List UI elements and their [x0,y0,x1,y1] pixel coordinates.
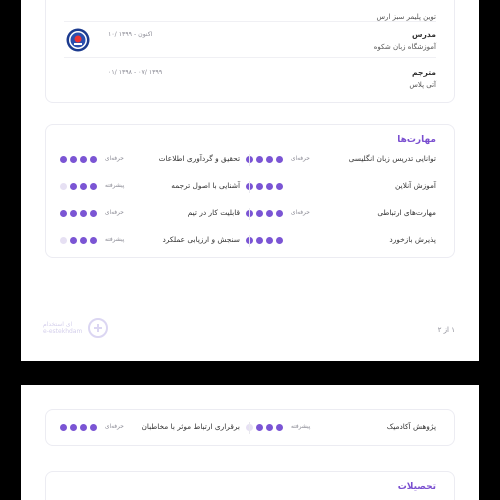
skill-name: قابلیت کار در تیم [187,208,240,217]
experience-card [45,0,455,103]
skill-level-dot [256,237,263,244]
skill-level: حرفه‌ای [291,156,310,162]
skill-level-dot [276,210,283,217]
skill-level-dot [266,424,273,431]
divider [64,21,436,22]
skill-level-dot [276,237,283,244]
divider [249,235,250,247]
skill-level-dot [276,424,283,431]
skill-level-dot [80,210,87,217]
skill-level-dot [60,210,67,217]
skill-level-dot [70,210,77,217]
skill-level: پیشرفته [105,183,125,189]
skill-dots [60,424,97,431]
skill-level-dot [266,237,273,244]
skill-item [246,181,436,193]
skill-item [246,154,436,166]
skill-level: حرفه‌ای [105,210,124,216]
skill-item [60,181,240,193]
skill-name: پژوهش آکادمیک [386,422,436,431]
section-title: مهارت‌ها [397,135,436,145]
skill-level-dot [60,156,67,163]
experience-title: مدرس [412,30,436,39]
experience-item [64,30,436,51]
skill-level-dot [256,183,263,190]
skill-level-dot [90,183,97,190]
skill-item [246,208,436,220]
skill-item [246,235,436,247]
skill-level-dot [60,424,67,431]
skill-level-dot [80,237,87,244]
divider [64,57,436,58]
skill-dots [246,237,283,244]
skills-card [45,124,455,258]
skill-level: حرفه‌ای [105,156,124,162]
brand-logo [43,318,108,338]
skill-level-dot [266,210,273,217]
experience-company: توین پلیمر سبز ارس [376,13,436,21]
skill-item [60,235,240,247]
experience-item [64,9,436,21]
brand-mark-icon [88,318,108,338]
skill-level: پیشرفته [291,424,311,430]
skill-level: حرفه‌ای [105,424,124,430]
skill-level-dot [256,156,263,163]
skill-dots [60,237,97,244]
skill-level-dot [70,156,77,163]
skill-item [246,422,436,434]
skill-level-dot [90,424,97,431]
brand-name-fa: ای استخدام [43,320,73,328]
skills-card-continued [45,409,455,446]
divider [249,154,250,166]
skill-name: آموزش آنلاین [395,181,436,190]
skill-level-dot [90,156,97,163]
page-number: ۱ از ۲ [437,326,455,334]
skill-level-dot [70,424,77,431]
skill-level-dot [70,183,77,190]
skill-name: مهارت‌های ارتباطی [377,208,436,217]
skill-dots [246,424,283,431]
experience-title: مترجم [412,68,436,77]
skill-dots [60,183,97,190]
skill-name: تحقیق و گردآوری اطلاعات [158,154,240,163]
skill-level-dot [60,183,67,190]
experience-company: آموزشگاه زبان شکوه [373,43,436,51]
skill-level-dot [266,156,273,163]
skill-dots [246,183,283,190]
skill-level-dot [276,156,283,163]
skill-dots [60,210,97,217]
experience-date: ۱۰/ ۱۳۹۹ - اکنون [108,31,153,38]
skill-item [60,208,240,220]
divider [249,208,250,220]
skill-dots [246,210,283,217]
skill-name: توانایی تدریس زبان انگلیسی [348,154,436,163]
skill-name: سنجش و ارزیابی عملکرد [162,235,240,244]
experience-company: آتی پلاس [409,81,436,89]
skill-name: برقراری ارتباط موثر با مخاطبان [141,422,240,431]
skill-level-dot [256,210,263,217]
skill-level: پیشرفته [105,237,125,243]
skill-level: حرفه‌ای [291,210,310,216]
divider [249,181,250,193]
skill-dots [246,156,283,163]
skill-level-dot [256,424,263,431]
skill-item [60,422,240,434]
skill-level-dot [276,183,283,190]
divider [249,422,250,434]
skill-level-dot [90,210,97,217]
experience-date: ۰۱/ ۱۳۹۸ - ۰۷/ ۱۳۹۹ [108,69,163,76]
skill-item [60,154,240,166]
education-card [45,471,455,500]
section-title: تحصیلات [397,482,436,492]
resume-page-2 [21,385,479,500]
skill-level-dot [266,183,273,190]
skill-level-dot [80,183,87,190]
skill-level-dot [80,156,87,163]
skill-name: پذیرش بازخورد [389,235,436,244]
skill-level-dot [80,424,87,431]
skill-level-dot [60,237,67,244]
experience-item [64,68,436,89]
skill-name: آشنایی با اصول ترجمه [171,181,240,190]
resume-page-1 [21,0,479,361]
skill-level-dot [70,237,77,244]
skill-level-dot [90,237,97,244]
brand-name-en: e-estekhdam [43,328,83,335]
skill-dots [60,156,97,163]
